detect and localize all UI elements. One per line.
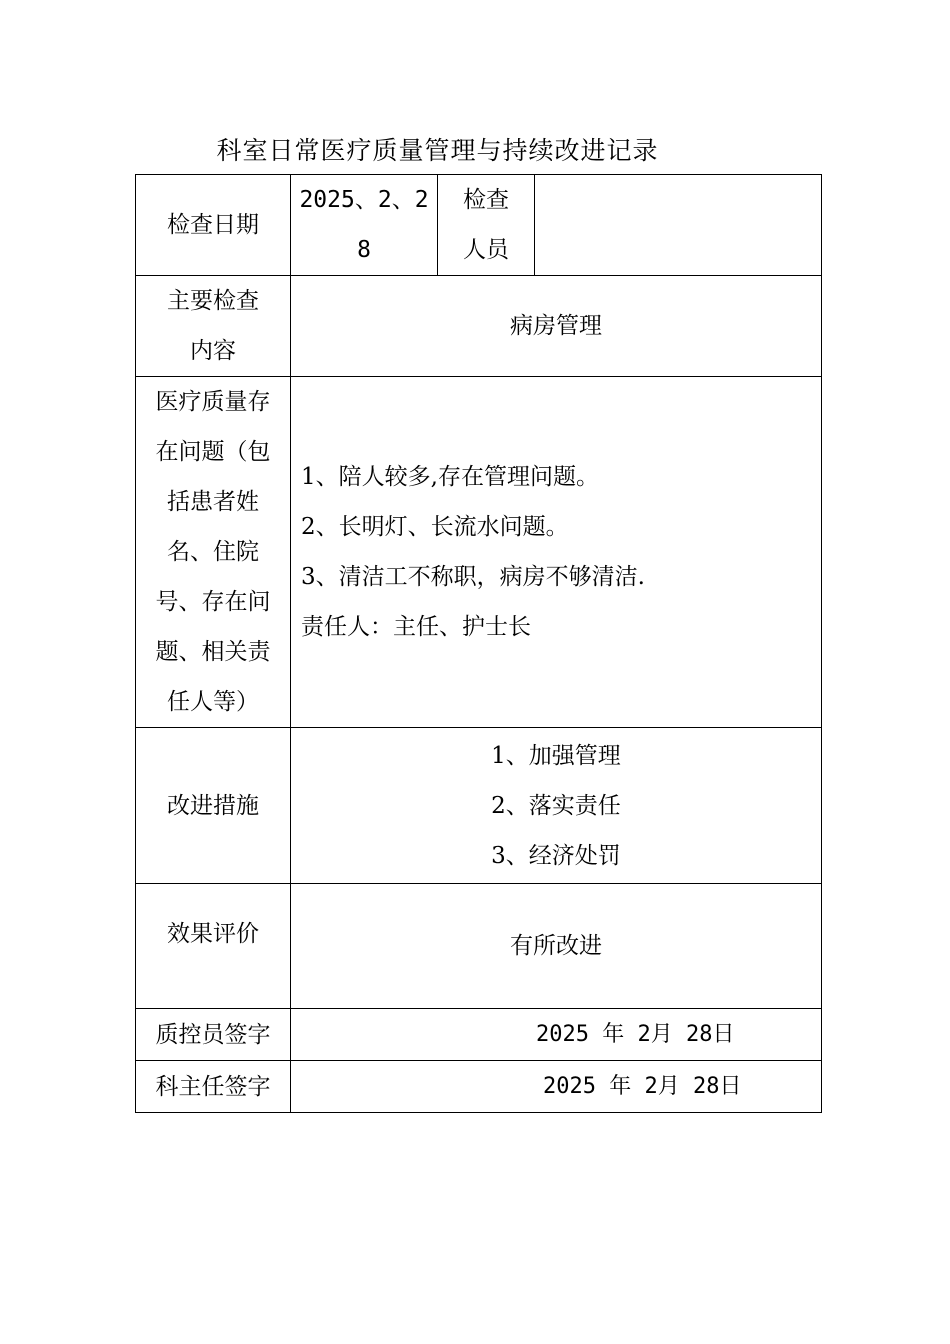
- issues-row: [136, 377, 822, 728]
- issues-list: [291, 377, 822, 728]
- qc-signature-label: 质控员签字: [136, 1009, 291, 1061]
- measure-item: 2、落实责任: [491, 792, 621, 819]
- responsible-person: 责任人：主任、护士长: [301, 614, 531, 640]
- director-signature-date: 2025 年 2月 28日: [291, 1061, 822, 1113]
- qc-signature-date: 2025 年 2月 28日: [291, 1009, 822, 1061]
- inspection-date-label: 检查日期: [136, 175, 291, 276]
- director-signature-label: 科主任签字: [136, 1061, 291, 1113]
- measure-item: 1、加强管理: [491, 742, 621, 769]
- main-content-row: [136, 276, 822, 377]
- evaluation-value: 有所改进: [291, 884, 822, 1009]
- issue-item: 1、陪人较多,存在管理问题。: [301, 464, 599, 490]
- evaluation-label: 效果评价: [136, 884, 291, 1009]
- measures-list: [291, 728, 822, 884]
- measures-label: 改进措施: [136, 728, 291, 884]
- issue-item: 2、长明灯、长流水问题。: [301, 514, 569, 540]
- measures-row: [136, 728, 822, 884]
- inspector-value: [535, 175, 822, 276]
- quality-record-table: [135, 174, 822, 1113]
- inspector-label: 检查人员: [438, 175, 535, 276]
- main-content-label: 主要检查内容: [136, 276, 291, 377]
- main-content-value: 病房管理: [291, 276, 822, 377]
- document-title: 科室日常医疗质量管理与持续改进记录: [216, 136, 659, 165]
- qc-signature-row: [136, 1009, 822, 1061]
- director-signature-row: [136, 1061, 822, 1113]
- inspection-date-row: [136, 175, 822, 276]
- issue-item: 3、清洁工不称职，病房不够清洁.: [301, 564, 645, 590]
- measure-item: 3、经济处罚: [491, 842, 621, 869]
- evaluation-row: [136, 884, 822, 1009]
- issues-label: 医疗质量存在问题（包括患者姓名、住院号、存在问题、相关责任人等）: [136, 377, 291, 728]
- inspection-date-value: 2025、2、28: [291, 175, 438, 276]
